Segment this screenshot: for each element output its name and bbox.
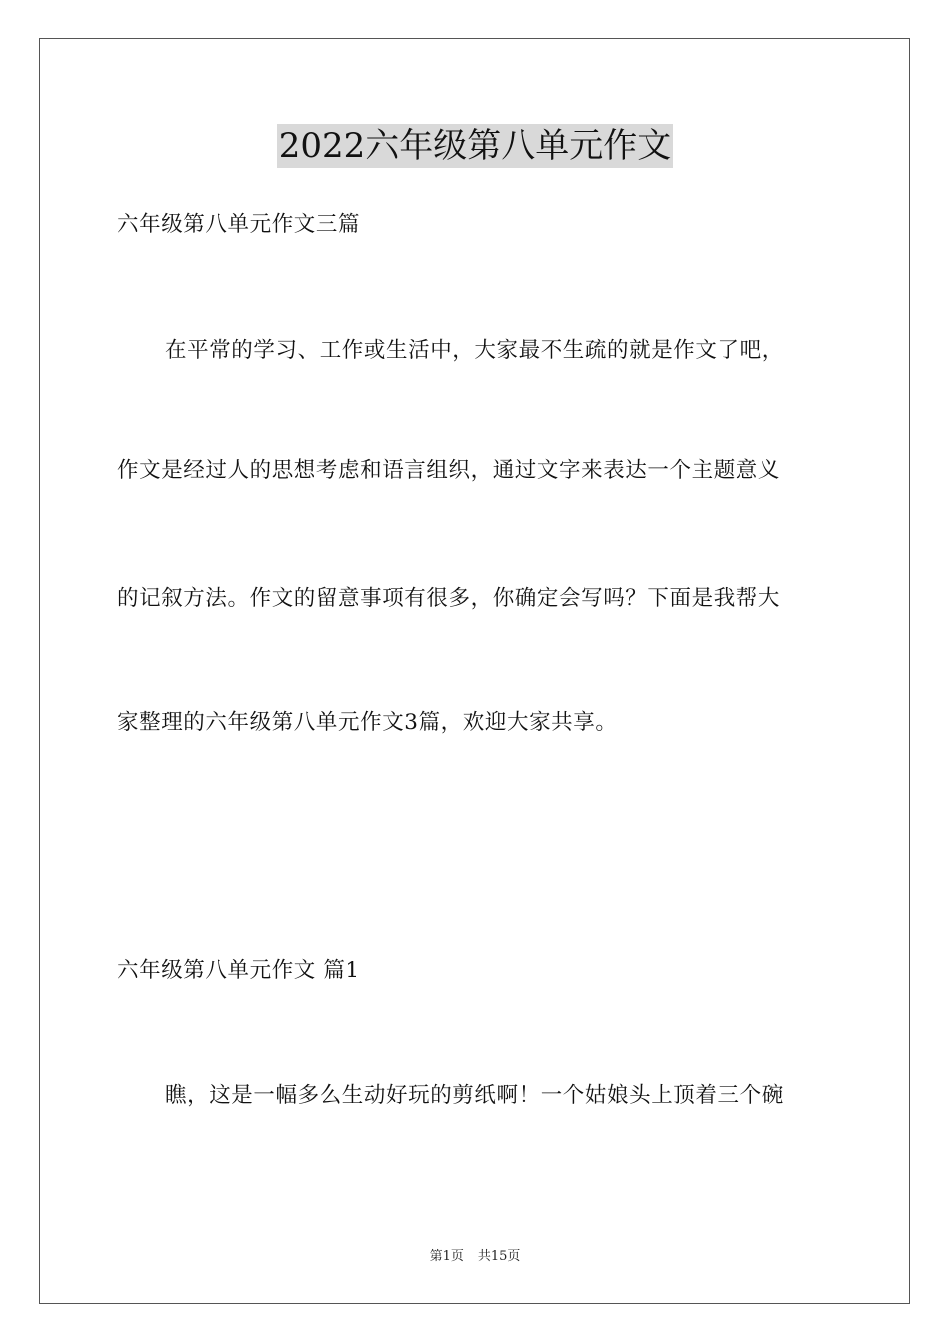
paragraph-line: 作文是经过人的思想考虑和语言组织，通过文字来表达一个主题意义	[117, 458, 781, 483]
page-number-total: 共15页	[477, 1249, 521, 1264]
document-title: 2022六年级第八单元作文	[278, 126, 672, 166]
paragraph-line: 在平常的学习、工作或生活中，大家最不生疏的就是作文了吧，	[165, 338, 784, 363]
document-subtitle: 六年级第八单元作文三篇	[117, 212, 361, 237]
page-number-current: 第1页	[429, 1249, 464, 1264]
paragraph-line: 的记叙方法。作文的留意事项有很多，你确定会写吗？下面是我帮大	[117, 586, 781, 611]
paragraph-line: 家整理的六年级第八单元作文3篇，欢迎大家共享。	[117, 710, 618, 735]
paragraph-line: 瞧，这是一幅多么生动好玩的剪纸啊！一个姑娘头上顶着三个碗	[165, 1083, 784, 1108]
title-container	[0, 124, 950, 168]
section-heading: 六年级第八单元作文 篇1	[117, 958, 360, 983]
page-footer	[0, 1247, 950, 1267]
